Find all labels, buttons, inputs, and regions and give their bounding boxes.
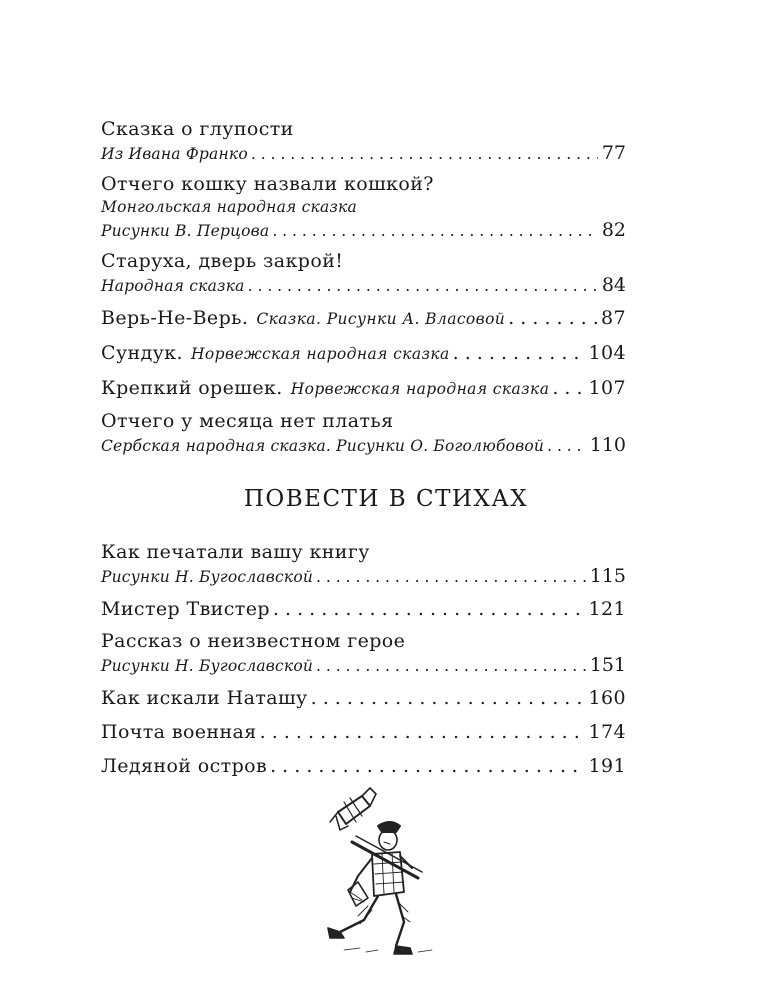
entry-row	[101, 374, 626, 403]
entry-subtitle-row	[101, 653, 626, 678]
entry-subtitle: Рисунки Н. Бугославской	[101, 568, 314, 586]
dot-leader	[508, 304, 597, 332]
dot-leader	[316, 565, 586, 589]
entry-title: Отчего у месяца нет платья	[101, 410, 394, 432]
page-number: 110	[589, 434, 626, 456]
entry-subtitle: Норвежская народная сказка	[190, 345, 450, 363]
dot-leader	[453, 339, 585, 367]
entry-subtitle: Норвежская народная сказка	[290, 380, 550, 398]
entry-row	[101, 595, 626, 623]
toc-entry[interactable]	[101, 304, 626, 333]
section-heading: ПОВЕСТИ В СТИХАХ	[243, 486, 529, 512]
entry-illustrator: Рисунки В. Перцова	[101, 222, 270, 240]
toc-entry[interactable]	[101, 249, 626, 298]
dot-leader	[273, 595, 585, 623]
entry-subtitle-row	[101, 564, 626, 589]
entry-row	[101, 684, 626, 712]
page-number: 151	[589, 654, 626, 676]
table-of-contents-poems	[101, 540, 626, 786]
entry-title: Рассказ о неизвестном герое	[101, 630, 406, 652]
entry-title: Верь-Не-Верь.	[101, 307, 249, 329]
toc-entry[interactable]	[101, 718, 626, 746]
entry-subtitle-row	[101, 433, 626, 458]
dot-leader	[270, 752, 584, 780]
entry-title: Крепкий орешек.	[101, 377, 283, 399]
toc-entry[interactable]	[101, 374, 626, 403]
entry-title: Сундук.	[101, 342, 183, 364]
dot-leader	[552, 374, 584, 402]
entry-subtitle: Сербская народная сказка. Рисунки О. Боголюбовой	[101, 437, 545, 455]
page-number: 191	[588, 755, 626, 777]
entry-title: Как искали Наташу	[101, 687, 308, 709]
dot-leader	[260, 718, 585, 746]
entry-subtitle: Народная сказка	[101, 277, 245, 295]
dot-leader	[547, 434, 586, 458]
page-number: 121	[588, 598, 626, 620]
page-number: 77	[601, 142, 626, 164]
running-postman-sketch-icon	[300, 782, 450, 957]
entry-subtitle: Сказка. Рисунки А. Власовой	[256, 310, 506, 328]
entry-subtitle-row	[101, 218, 626, 243]
entry-title: Ледяной остров	[101, 755, 268, 777]
entry-title: Сказка о глупости	[101, 118, 294, 140]
page-number: 87	[601, 307, 626, 329]
dot-leader	[248, 274, 598, 298]
entry-title: Почта военная	[101, 721, 257, 743]
toc-entry[interactable]	[101, 172, 626, 243]
toc-entry[interactable]	[101, 117, 626, 166]
entry-subtitle: Из Ивана Франко	[101, 145, 248, 163]
dot-leader	[316, 654, 586, 678]
page-number: 82	[601, 219, 626, 241]
table-of-contents-fairy-tales	[101, 117, 626, 464]
toc-entry[interactable]	[101, 339, 626, 368]
entry-title: Как печатали вашу книгу	[101, 541, 370, 563]
entry-row	[101, 339, 626, 368]
entry-subtitle: Монгольская народная сказка	[101, 198, 357, 216]
toc-entry[interactable]	[101, 629, 626, 678]
page-number: 84	[601, 274, 626, 296]
toc-entry[interactable]	[101, 684, 626, 712]
entry-subtitle-row	[101, 141, 626, 166]
entry-subtitle: Рисунки Н. Бугославской	[101, 657, 314, 675]
toc-entry[interactable]	[101, 595, 626, 623]
entry-row	[101, 304, 626, 333]
page-number: 104	[588, 342, 626, 364]
toc-entry[interactable]	[101, 540, 626, 589]
dot-leader	[272, 219, 597, 243]
toc-entry[interactable]	[101, 409, 626, 458]
entry-title: Старуха, дверь закрой!	[101, 250, 344, 272]
page-number: 160	[588, 687, 626, 709]
page-number: 115	[589, 565, 626, 587]
entry-subtitle-row	[101, 273, 626, 298]
page-number: 107	[588, 377, 626, 399]
entry-row	[101, 718, 626, 746]
toc-entry[interactable]	[101, 752, 626, 780]
page-number: 174	[588, 721, 626, 743]
dot-leader	[251, 142, 598, 166]
entry-title: Отчего кошку назвали кошкой?	[101, 173, 434, 195]
entry-row	[101, 752, 626, 780]
entry-title: Мистер Твистер	[101, 598, 270, 620]
dot-leader	[311, 684, 585, 712]
